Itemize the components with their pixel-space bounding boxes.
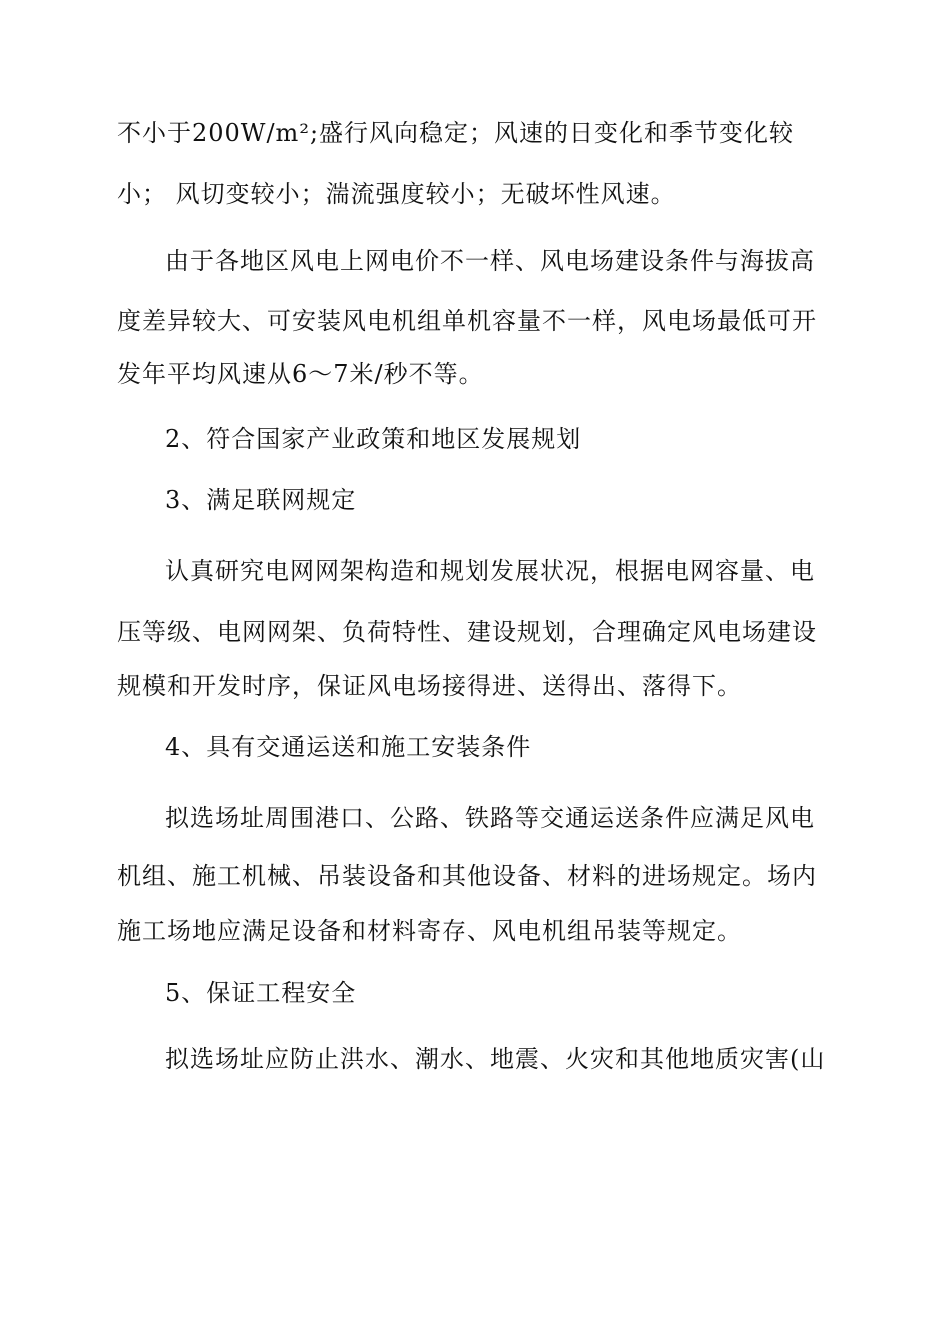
paragraph-line: 小； 风切变较小；湍流强度较小；无破坏性风速。 [117,180,676,208]
paragraph-line: 不小于200W/m²;盛行风向稳定；风速的日变化和季节变化较 [117,119,795,147]
paragraph-line: 机组、施工机械、吊装设备和其他设备、材料的进场规定。场内 [117,862,817,890]
paragraph-line: 拟选场址周围港口、公路、铁路等交通运送条件应满足风电 [165,804,815,832]
paragraph-line: 认真研究电网网架构造和规划发展状况，根据电网容量、电 [165,557,815,585]
paragraph-line: 拟选场址应防止洪水、潮水、地震、火灾和其他地质灾害(山 [165,1045,826,1073]
section-heading: 2、符合国家产业政策和地区发展规划 [165,425,582,453]
paragraph-line: 施工场地应满足设备和材料寄存、风电机组吊装等规定。 [117,917,742,945]
paragraph-line: 压等级、电网网架、负荷特性、建设规划，合理确定风电场建设 [117,618,817,646]
section-heading: 5、保证工程安全 [165,979,357,1007]
paragraph-line: 度差异较大、可安装风电机组单机容量不一样，风电场最低可开 [117,307,817,335]
paragraph-line: 规模和开发时序，保证风电场接得进、送得出、落得下。 [117,672,742,700]
paragraph-line: 发年平均风速从6～7米/秒不等。 [117,360,484,388]
section-heading: 3、满足联网规定 [165,486,357,514]
section-heading: 4、具有交通运送和施工安装条件 [165,733,532,761]
paragraph-line: 由于各地区风电上网电价不一样、风电场建设条件与海拔高 [165,247,815,275]
